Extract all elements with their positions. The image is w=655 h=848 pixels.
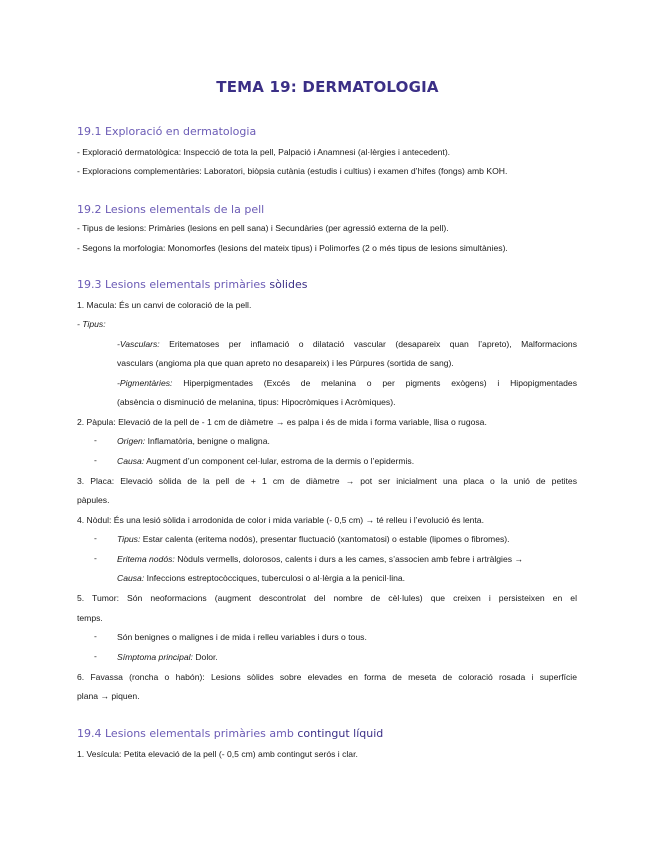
text-line: 3. Placa: Elevació sòlida de la pell de + 1 cm de diàmetre → pot ser inicialment una placa o la unió de petites	[77, 476, 577, 486]
text-line: temps.	[77, 613, 103, 623]
text-line: - Tipus de lesions: Primàries (lesions en pell sana) i Secundàries (per agressió externa de la pell).	[77, 223, 449, 233]
italic-label: Eritema nodós:	[117, 554, 175, 564]
section-heading-19-3	[77, 278, 307, 291]
bullet: -	[94, 533, 97, 543]
italic-label: Causa:	[117, 573, 145, 583]
text-line	[117, 533, 577, 545]
italic-label: Símptoma principal:	[117, 652, 193, 662]
text-line	[117, 435, 577, 447]
italic-label: - Tipus:	[77, 319, 106, 329]
italic-label: -Pigmentàries:	[117, 378, 173, 388]
heading-text: 19.4 Lesions elementals primàries amb	[77, 727, 298, 740]
bullet: -	[94, 435, 97, 445]
bullet: -	[94, 455, 97, 465]
text-line: 1. Vesícula: Petita elevació de la pell (- 0,5 cm) amb contingut serós i clar.	[77, 749, 358, 759]
text-line: 6. Favassa (roncha o habón): Lesions sòlides sobre elevades en forma de meseta de coloració rosada i superfície	[77, 672, 577, 682]
text-line: (absència o disminució de melanina, tipus: Hipocròmiques i Acròmiques).	[117, 397, 396, 407]
text-line: - Segons la morfologia: Monomorfes (lesions del mateix tipus) i Polimorfes (2 o més tipus de lesions simultànies).	[77, 243, 508, 253]
text-line	[117, 377, 577, 389]
text-line	[117, 572, 577, 584]
text-line: - Exploració dermatològica: Inspecció de tota la pell, Palpació i Anamnesi (al·lèrgies i antecedent).	[77, 147, 451, 157]
text-line	[117, 338, 577, 350]
bullet: -	[94, 553, 97, 563]
section-heading-19-1: 19.1 Exploració en dermatologia	[77, 125, 257, 138]
line-text: Infeccions estreptocòcciques, tuberculosi o al·lèrgia a la penicil·lina.	[144, 573, 406, 583]
heading-text: 19.3 Lesions elementals primàries	[77, 278, 270, 291]
bullet: -	[94, 631, 97, 641]
page-title: TEMA 19: DERMATOLOGIA	[216, 78, 439, 96]
bullet: -	[94, 651, 97, 661]
text-line: 1. Macula: És un canvi de coloració de la pell.	[77, 300, 252, 310]
text-line: 5. Tumor: Són neoformacions (augment descontrolat del nombre de cèl·lules) que creixen i persisteixen en el	[77, 593, 577, 603]
line-text: Dolor.	[192, 652, 218, 662]
section-heading-19-4	[77, 727, 383, 740]
text-line: - Exploracions complementàries: Laboratori, biòpsia cutània (estudis i cultius) i examen d’hifes (fongs) amb KOH.	[77, 166, 508, 176]
line-text: Inflamatòria, benigne o maligna.	[145, 436, 270, 446]
text-line: 2. Pàpula: Elevació de la pell de - 1 cm de diàmetre → es palpa i és de mida i forma variable, llisa o rugosa.	[77, 417, 487, 427]
text-line: plana → piquen.	[77, 691, 140, 701]
text-line: pàpules.	[77, 495, 110, 505]
line-text: Hiperpigmentades (Excés de melanina o per pigments exògens) i Hipopigmentades	[172, 378, 577, 388]
italic-label: Origen:	[117, 436, 146, 446]
text-line: vasculars (angioma pla que quan apreto no desapareix) i les Púrpures (sortida de sang).	[117, 358, 454, 368]
line-text: Estar calenta (eritema nodós), presentar fluctuació (xantomatosi) o estable (lipomes o fibromes).	[140, 534, 510, 544]
heading-emphasis: contingut líquid	[297, 727, 384, 740]
italic-label: Tipus:	[117, 534, 141, 544]
italic-label: -Vasculars:	[117, 339, 160, 349]
line-text: Eritematoses per inflamació o dilatació vascular (desapareix quan l’apreto), Malformacions	[159, 339, 577, 349]
text-line	[77, 318, 577, 330]
line-text: Nòduls vermells, dolorosos, calents i durs a les cames, s’associen amb febre i artràlgies →	[174, 554, 524, 564]
text-line	[117, 553, 577, 565]
text-line	[117, 455, 577, 467]
section-heading-19-2: 19.2 Lesions elementals de la pell	[77, 203, 265, 216]
text-line: Són benignes o malignes i de mida i relleu variables i durs o tous.	[117, 632, 367, 642]
text-line	[117, 651, 577, 663]
line-text: Augment d’un component cel·lular, estroma de la dermis o l’epidermis.	[144, 456, 415, 466]
heading-emphasis: sòlides	[269, 278, 308, 291]
text-line: 4. Nòdul: És una lesió sòlida i arrodonida de color i mida variable (- 0,5 cm) → té relleu i l’evolució és lenta.	[77, 515, 484, 525]
italic-label: Causa:	[117, 456, 145, 466]
